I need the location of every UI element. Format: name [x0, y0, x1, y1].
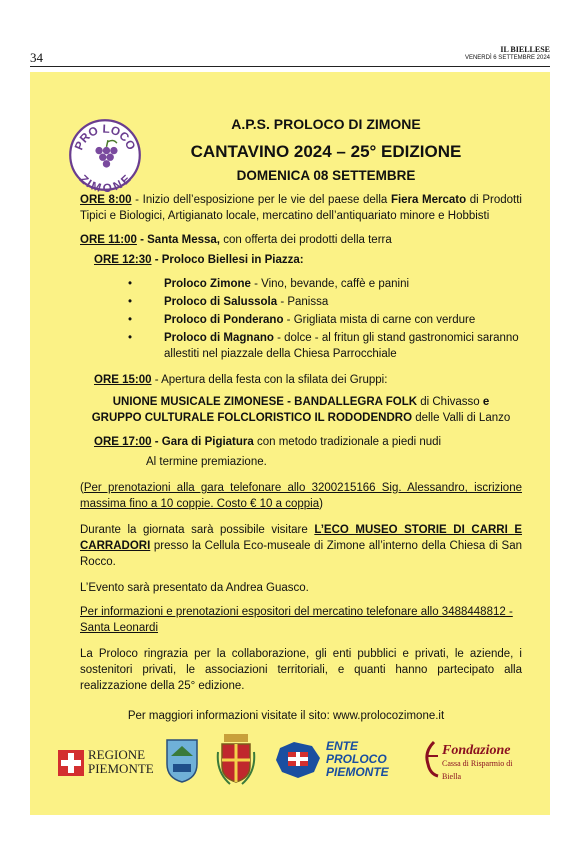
- thanks-note: La Proloco ringrazia per la collaborazione, gli enti pubblici e privati, le aziende, i sostenitori privati, le associazioni territoriali, e quanti hanno partecipato alla realizzazione della 25° edizione.: [80, 648, 522, 692]
- program-item-1500: ORE 15:00 - Apertura della festa con la sfilata dei Gruppi:: [94, 374, 388, 386]
- award-note: Al termine premiazione.: [146, 456, 267, 468]
- list-item: • Proloco di Salussola - Panissa: [128, 294, 522, 310]
- event-title: CANTAVINO 2024 – 25° EDIZIONE: [190, 142, 462, 161]
- fondazione-logo: Fondazione Cassa di Risparmio di Biella: [422, 738, 532, 782]
- booking-info: (Per prenotazioni alla gara telefonare allo 3200215166 Sig. Alessandro, iscrizione massima fino a 10 coppie. Costo € 10 a coppia): [80, 482, 522, 510]
- advertisement: [30, 72, 550, 815]
- event-date: DOMENICA 08 SETTEMBRE: [236, 168, 416, 183]
- regione-piemonte-logo: REGIONE PIEMONTE: [58, 742, 158, 782]
- ente-proloco-piemonte-logo: ENTE PROLOCO PIEMONTE: [274, 738, 434, 782]
- parade-groups: UNIONE MUSICALE ZIMONESE - BANDALLEGRA FOLK di Chivasso e GRUPPO CULTURALE FOLCLORISTICO IL RODODENDRO delle Valli di Lanzo: [91, 396, 511, 424]
- organization-name: A.P.S. PROLOCO DI ZIMONE: [231, 116, 421, 132]
- list-item: • Proloco di Ponderano - Grigliata mista di carne con verdure: [128, 312, 522, 328]
- sponsor-logos: [30, 730, 550, 790]
- fondazione-emblem-icon: [422, 738, 442, 778]
- program-item-1230: ORE 12:30 - Proloco Biellesi in Piazza:: [94, 254, 304, 266]
- page-number: 34: [30, 50, 43, 65]
- piemonte-flag-icon: [58, 750, 84, 776]
- presenter-note: L’Evento sarà presentato da Andrea Guasco.: [80, 582, 309, 594]
- publication-date: VENERDÌ 6 SETTEMBRE 2024: [464, 54, 550, 61]
- program-item-1700: ORE 17:00 - Gara di Pigiatura con metodo tradizionale a piedi nudi: [94, 436, 442, 448]
- food-stands-list: [80, 276, 522, 362]
- proloco-zimone-logo: [68, 118, 142, 192]
- exhibitor-info: Per informazioni e prenotazioni espositori del mercatino telefonare allo 3488448812 - Santa Leonardi: [80, 606, 513, 634]
- logo-text-top: PRO LOCO: [71, 121, 139, 153]
- zimone-coat-of-arms-icon: [216, 732, 256, 786]
- program-item-1100: ORE 11:00 - Santa Messa, con offerta dei prodotti della terra: [80, 234, 392, 246]
- municipal-crest-icon: [163, 734, 201, 784]
- masthead: [465, 46, 550, 61]
- website-note[interactable]: Per maggiori informazioni visitate il sito: www.prolocozimone.it: [127, 710, 445, 722]
- piemonte-map-icon: [274, 738, 324, 782]
- program-item-0800: ORE 8:00 - Inizio dell’esposizione per le vie del paese della Fiera Mercato di Prodotti Tipici e Biologici, Artigianato locale, mercatino dell’antiquariato minore e Hobbisti: [80, 194, 522, 222]
- list-item: • Proloco Zimone - Vino, bevande, caffè e panini: [128, 276, 522, 292]
- publication-name: IL BIELLESE: [500, 45, 550, 54]
- list-item: • Proloco di Magnano - dolce - al fritun gli stand gastronomici saranno allestiti nel piazzale della Chiesa Parrocchiale: [128, 330, 522, 362]
- logo-text-bottom: ZIMONE: [76, 171, 134, 192]
- eco-museum-info: Durante la giornata sarà possibile visitare L’ECO MUSEO STORIE DI CARRI E CARRADORI presso la Cellula Eco-museale di Zimone all’interno della Chiesa di San Rocco.: [80, 524, 522, 568]
- header-rule: [30, 66, 550, 67]
